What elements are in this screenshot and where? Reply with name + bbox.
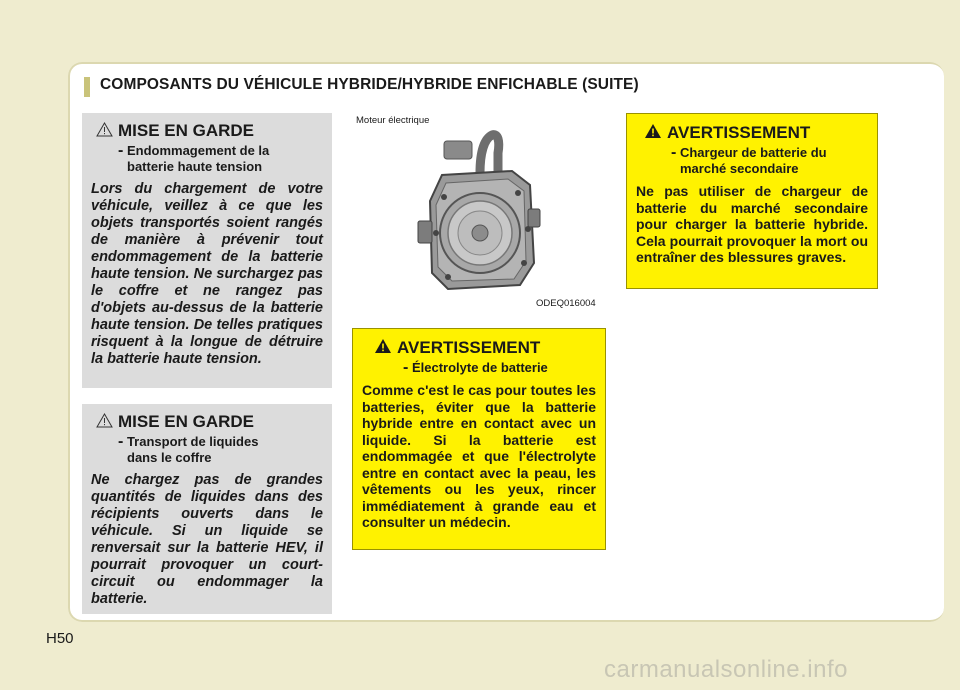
caution-subtitle: - Transport de liquides dans le coffre	[118, 432, 259, 465]
page-number: H50	[46, 630, 74, 647]
caution-triangle-icon	[96, 413, 113, 433]
caution-body: Lors du chargement de votre véhicule, veillez à ce que les objets transportés soient rangés de manière à prévenir tout endommagement de la batterie haute tension. Ne surchargez pas le coffre et ne rangez pas d'objets au-dessus de la batterie haute tension. De telles pratiques risquent à la longue de détruire la batterie haute tension.	[91, 180, 323, 367]
caution-triangle-icon	[96, 122, 113, 142]
warning-header	[636, 123, 868, 144]
caution-subtitle: - Endommagement de la batterie haute tension	[118, 141, 270, 174]
caution-body: Ne chargez pas de grandes quantités de liquides dans des récipients ouverts dans le véhicule. Si un liquide se renversait sur la batterie HEV, il pourrait provoquer un court-circuit ou endommager la batterie.	[91, 471, 323, 607]
caution-title: MISE EN GARDE	[118, 412, 255, 431]
electric-motor-illustration	[352, 113, 606, 313]
warning-triangle-icon	[644, 123, 662, 144]
photo-caption: Moteur électrique	[356, 115, 430, 126]
caution-header	[91, 412, 323, 433]
warning-box-aftermarket-charger	[626, 113, 878, 289]
photo-reference-code: ODEQ016004	[536, 298, 596, 309]
warning-body: Comme c'est le cas pour toutes les batteries, éviter que la batterie hybride entre en contact avec un liquide. Si la batterie est endommagée et que l'électrolyte entre en contact avec la peau, les vêtements ou les yeux, rincer immédiatement à grande eau et consulter un médecin.	[362, 382, 596, 531]
warning-subtitle: - Chargeur de batterie du marché secondaire	[671, 144, 827, 177]
warning-body: Ne pas utiliser de chargeur de batterie du marché secondaire pour charger la batterie hybride. Cela pourrait provoquer la mort ou entraîner des blessures graves.	[636, 183, 868, 266]
section-title: COMPOSANTS DU VÉHICULE HYBRIDE/HYBRIDE ENFICHABLE (SUITE)	[100, 76, 639, 93]
watermark-text: carmanualsonline.info	[604, 656, 848, 683]
caution-title: MISE EN GARDE	[118, 121, 255, 140]
electric-motor-photo	[352, 113, 606, 313]
warning-title: AVERTISSEMENT	[397, 338, 541, 357]
caution-header	[91, 121, 323, 142]
warning-triangle-icon	[374, 338, 392, 359]
warning-title: AVERTISSEMENT	[667, 123, 811, 142]
warning-box-electrolyte	[352, 328, 606, 550]
caution-box-liquids	[82, 404, 332, 614]
header-accent-bar	[84, 77, 90, 97]
caution-box-battery-damage	[82, 113, 332, 388]
warning-subtitle: - Électrolyte de batterie	[403, 359, 548, 377]
warning-header	[362, 338, 596, 359]
